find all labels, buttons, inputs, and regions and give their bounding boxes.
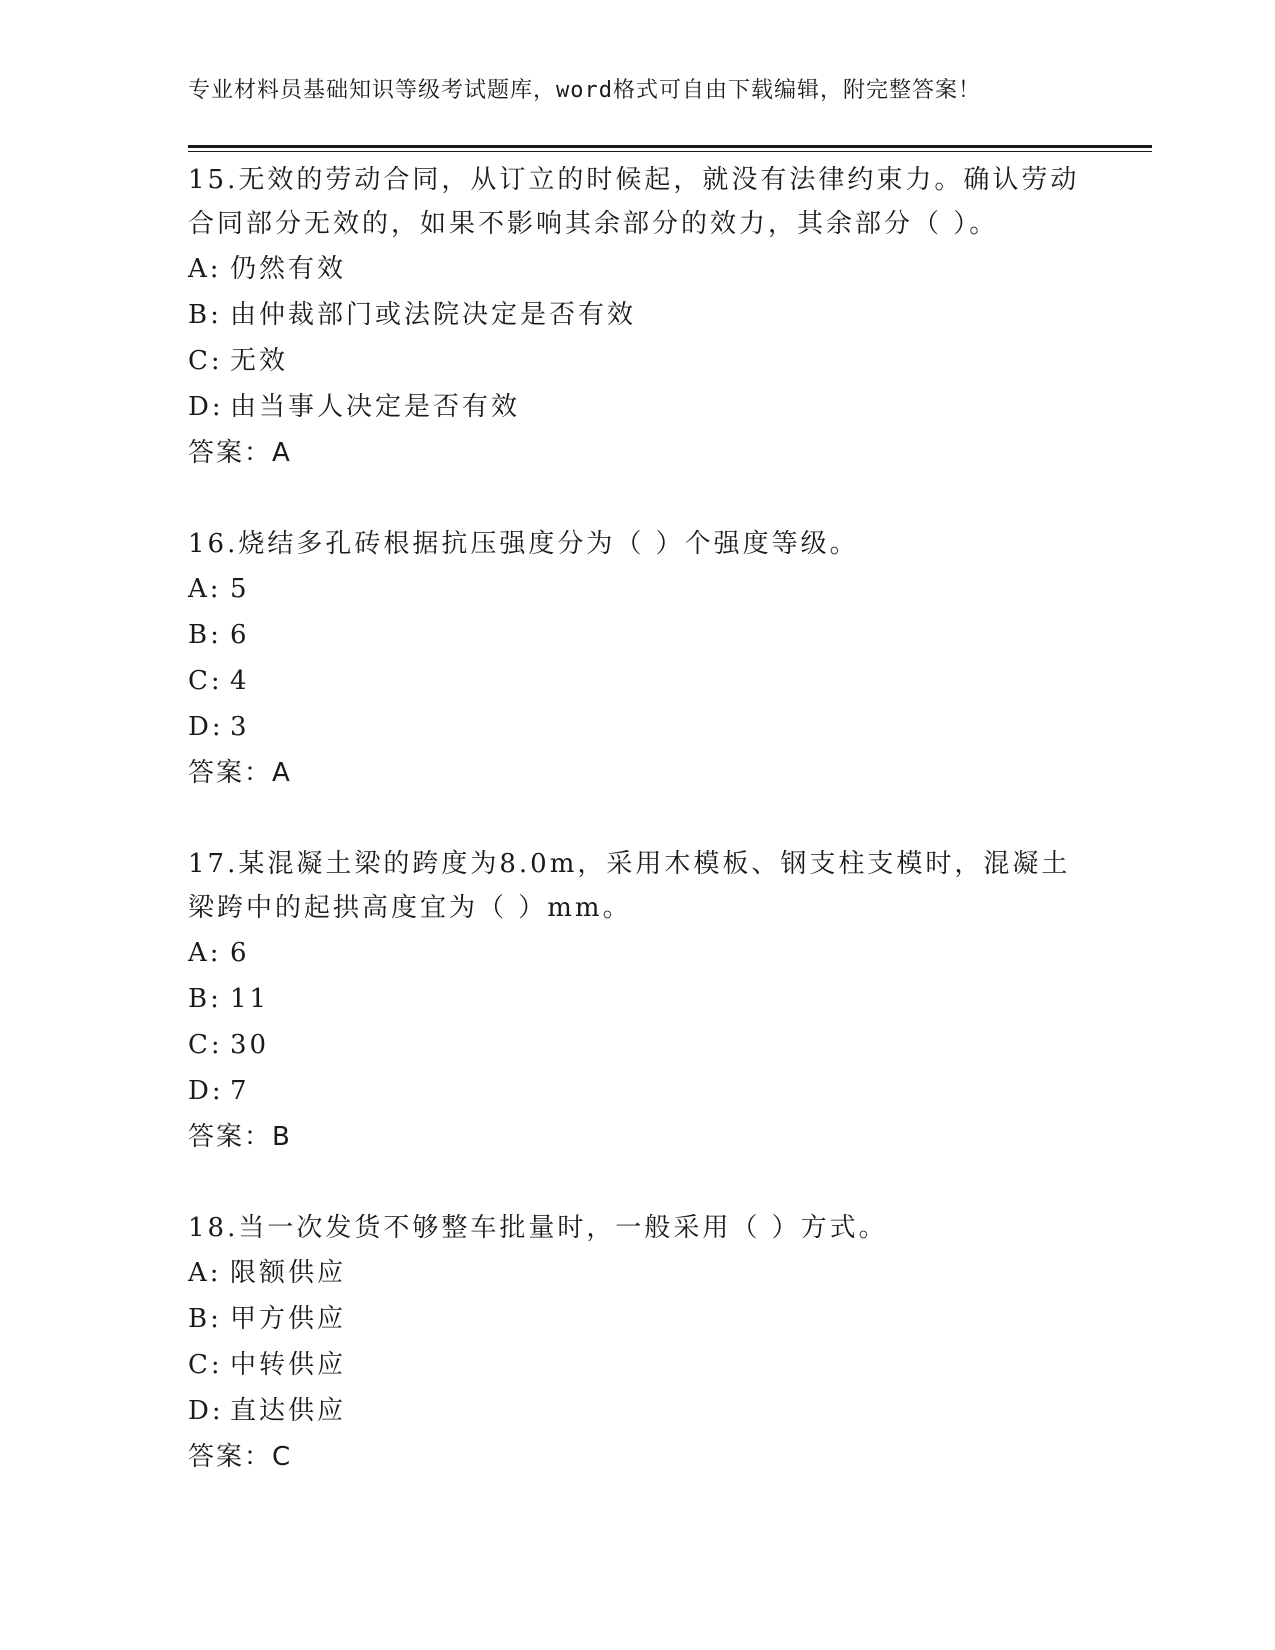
question-stem: 18.当一次发货不够整车批量时，一般采用（ ）方式。 <box>188 1213 888 1243</box>
option-c <box>188 658 1088 704</box>
question-15 <box>188 158 1088 476</box>
option-text: 无效 <box>230 346 289 376</box>
option-letter: B: <box>188 300 222 330</box>
question-17 <box>188 842 1088 1160</box>
header-rule-thin <box>188 151 1152 152</box>
option-letter: D: <box>188 1076 224 1106</box>
option-text: 7 <box>230 1076 250 1106</box>
option-b <box>188 976 1088 1022</box>
option-letter: A: <box>188 254 222 284</box>
option-letter: C: <box>188 666 223 696</box>
option-letter: A: <box>188 1258 222 1288</box>
option-b <box>188 612 1088 658</box>
option-text: 仍然有效 <box>230 254 347 284</box>
option-text: 由当事人决定是否有效 <box>230 392 521 422</box>
question-18 <box>188 1206 1088 1480</box>
option-letter: B: <box>188 1304 222 1334</box>
answer-line: 答案：A <box>188 758 292 788</box>
option-text: 限额供应 <box>230 1258 347 1288</box>
option-b <box>188 292 1088 338</box>
option-text: 5 <box>230 574 250 604</box>
option-a <box>188 566 1088 612</box>
option-letter: D: <box>188 392 224 422</box>
question-stem: 17.某混凝土梁的跨度为8.0m，采用木模板、钢支柱支模时，混凝土梁跨中的起拱高度宜为（ ）mm。 <box>188 849 1071 923</box>
option-a <box>188 246 1088 292</box>
option-text: 6 <box>230 938 250 968</box>
option-a <box>188 930 1088 976</box>
option-c <box>188 338 1088 384</box>
option-letter: C: <box>188 346 223 376</box>
question-stem: 16.烧结多孔砖根据抗压强度分为（ ）个强度等级。 <box>188 529 859 559</box>
option-text: 直达供应 <box>230 1396 347 1426</box>
option-text: 甲方供应 <box>230 1304 347 1334</box>
option-c <box>188 1022 1088 1068</box>
option-letter: C: <box>188 1030 223 1060</box>
question-16 <box>188 522 1088 796</box>
header-rule-thick <box>188 145 1152 148</box>
option-letter: B: <box>188 620 222 650</box>
option-d <box>188 1068 1088 1114</box>
answer-line: 答案：C <box>188 1442 293 1472</box>
option-letter: B: <box>188 984 222 1014</box>
question-list <box>188 156 1088 1526</box>
option-d <box>188 704 1088 750</box>
option-letter: D: <box>188 712 224 742</box>
page-header: 专业材料员基础知识等级考试题库，word格式可自由下载编辑，附完整答案！ <box>188 78 981 103</box>
option-d <box>188 1388 1088 1434</box>
option-b <box>188 1296 1088 1342</box>
option-c <box>188 1342 1088 1388</box>
option-text: 3 <box>230 712 250 742</box>
option-d <box>188 384 1088 430</box>
option-letter: A: <box>188 574 222 604</box>
option-text: 6 <box>230 620 250 650</box>
option-a <box>188 1250 1088 1296</box>
option-letter: C: <box>188 1350 223 1380</box>
question-stem: 15.无效的劳动合同，从订立的时候起，就没有法律约束力。确认劳动合同部分无效的，如果不影响其余部分的效力，其余部分（ ）。 <box>188 165 1080 239</box>
option-letter: A: <box>188 938 222 968</box>
answer-line: 答案：B <box>188 1122 292 1152</box>
option-text: 由仲裁部门或法院决定是否有效 <box>230 300 637 330</box>
answer-line: 答案：A <box>188 438 292 468</box>
option-text: 4 <box>230 666 250 696</box>
option-text: 中转供应 <box>230 1350 347 1380</box>
option-letter: D: <box>188 1396 224 1426</box>
option-text: 11 <box>230 984 270 1014</box>
option-text: 30 <box>230 1030 270 1060</box>
